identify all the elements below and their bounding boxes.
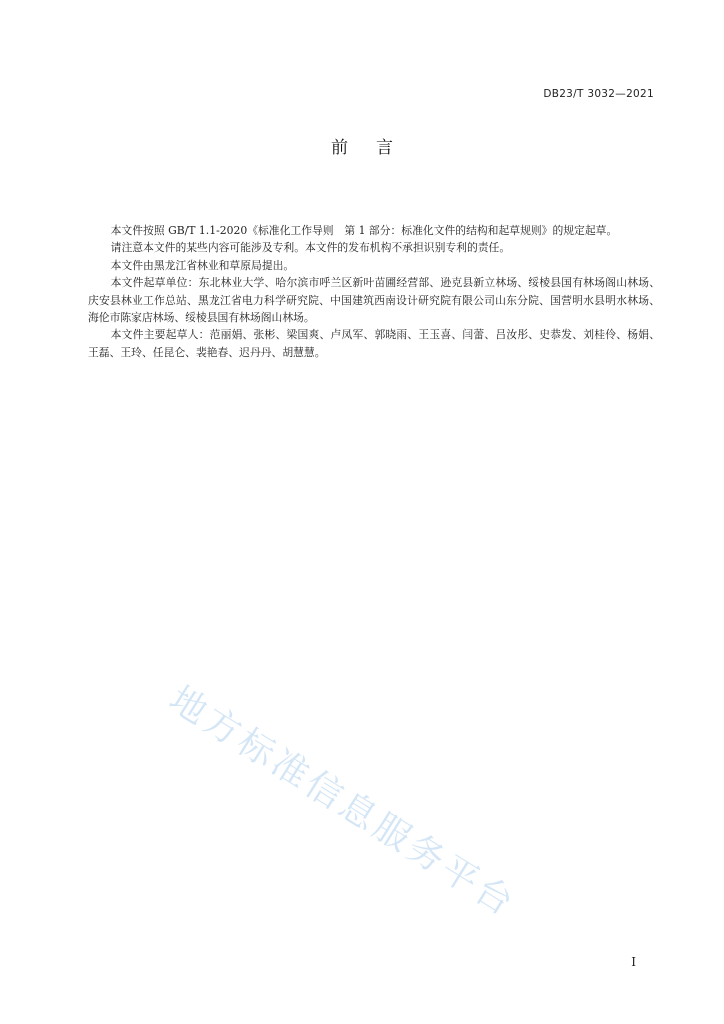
paragraph-proposer: 本文件由黑龙江省林业和草原局提出。 xyxy=(110,258,295,272)
paragraph-drafting-rules: 本文件按照 GB/T 1.1-2020《标准化工作导则 第 1 部分：标准化文件的结构和起草规则》的规定起草。 xyxy=(110,224,618,237)
paragraph-drafters: 本文件主要起草人：范丽娟、张彬、梁国爽、卢凤军、郭晓雨、王玉喜、闫蕾、吕汝彤、史恭发、刘桂伶、杨娟、王磊、王玲、任昆仑、裴艳春、迟丹丹、胡慧慧。 xyxy=(88,328,660,359)
body-text xyxy=(88,222,660,361)
paragraph-patent-notice: 请注意本文件的某些内容可能涉及专利。本文件的发布机构不承担识别专利的责任。 xyxy=(110,241,511,255)
section-title: 前言 xyxy=(331,138,421,158)
document-code: DB23/T 3032—2021 xyxy=(543,88,654,100)
watermark: 地方标准信息服务平台 xyxy=(162,678,523,926)
page-number: I xyxy=(631,955,636,969)
paragraph-drafting-units: 本文件起草单位：东北林业大学、哈尔滨市呼兰区新叶苗圃经营部、逊克县新立林场、绥棱县国有林场阁山林场、庆安县林业工作总站、黑龙江省电力科学研究院、中国建筑西南设计研究院有限公司山东分院、国营明水县明水林场、海伦市陈家店林场、绥棱县国有林场阁山林场。 xyxy=(88,276,660,325)
